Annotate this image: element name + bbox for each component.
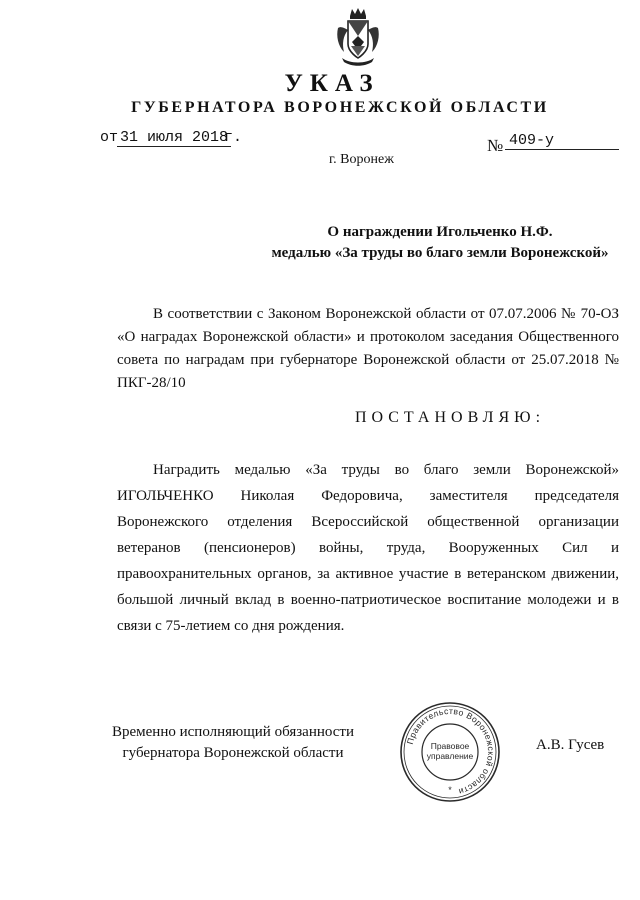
number-prefix: № xyxy=(487,136,504,155)
signatory-position-line-2: губернатора Воронежской области xyxy=(122,745,344,761)
award-paragraph: Наградить медалью «За труды во благо земли Воронежской» ИГОЛЬЧЕНКО Николая Федоровича, заместителя председателя Воронежского отделения Всероссийской общественной организации ветеранов (пенсионеров) войны, труда, Вооруженных Сил и правоохранительных органов, за активное участие в ветеранском движении, большой личный вклад в военно-патриотическое воспитание молодежи и в связи с 75-летием со дня рождения. xyxy=(117,462,619,634)
stamp-outer-text: Правительство Воронежской области xyxy=(404,705,497,797)
stamp-star: * xyxy=(448,785,452,795)
document-number: 409-у xyxy=(505,132,619,150)
subject-line-2: медалью «За труды во благо земли Воронежской» xyxy=(271,245,609,261)
date-suffix: г. xyxy=(224,129,243,146)
coat-of-arms-icon xyxy=(334,6,382,68)
document-subject xyxy=(0,222,640,264)
preamble-paragraph: В соответствии с Законом Воронежской области от 07.07.2006 № 70-ОЗ «О наградах Воронежской области» и протоколом заседания Общественного совета по наградам при губернаторе Воронежской области от 25.07.2018 № ПКГ-28/10 xyxy=(117,306,619,391)
stamp-inner-line-2: управление xyxy=(426,751,474,761)
document-title: УКАЗ xyxy=(284,70,380,97)
document-date: 31 июля 2018 xyxy=(117,129,231,147)
stamp-inner-line-1: Правовое xyxy=(430,741,470,751)
signatory-position-line-1: Временно исполняющий обязанности xyxy=(111,724,354,740)
signatory-position xyxy=(108,722,358,764)
decree-heading: ПОСТАНОВЛЯЮ: xyxy=(354,409,546,426)
official-stamp xyxy=(398,700,502,804)
document-city: г. Воронеж xyxy=(329,152,394,167)
subject-line-1: О награждении Игольченко Н.Ф. xyxy=(327,224,553,240)
document-subtitle: ГУБЕРНАТОРА ВОРОНЕЖСКОЙ ОБЛАСТИ xyxy=(131,99,549,116)
signatory-name: А.В. Гусев xyxy=(536,737,605,753)
date-prefix: от xyxy=(100,129,119,146)
